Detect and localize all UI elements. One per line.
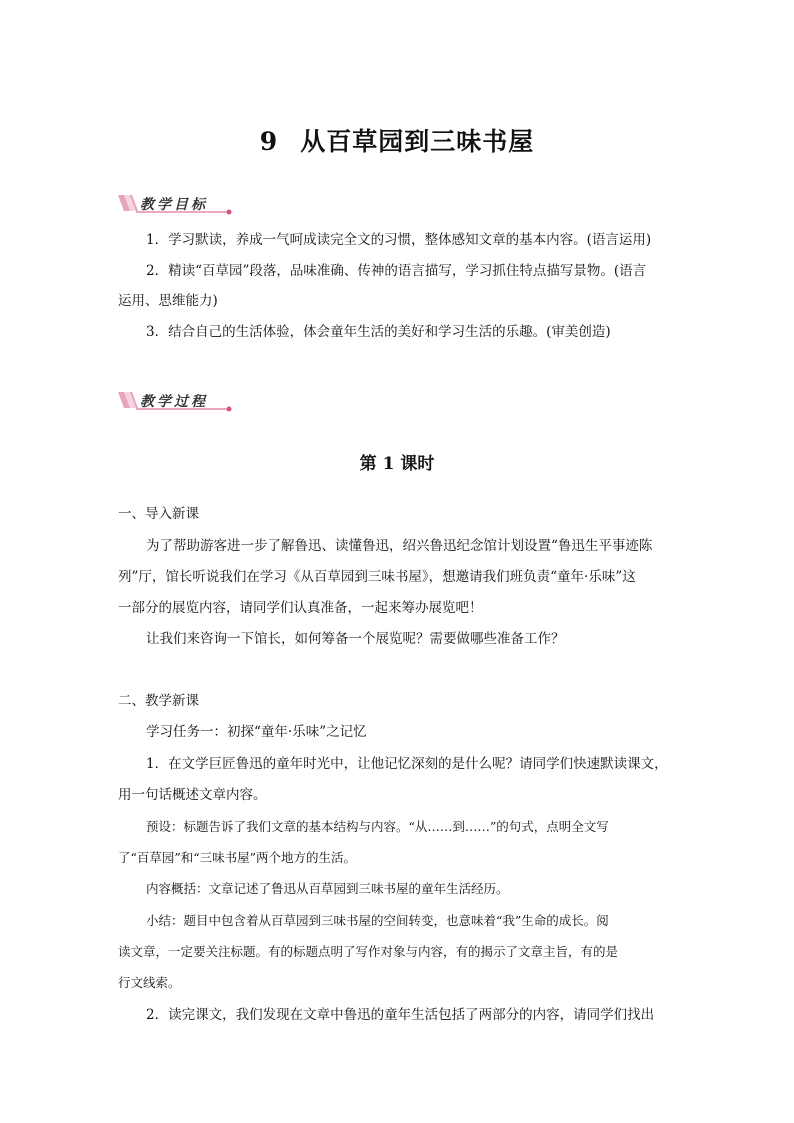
preset-line-1: 预设：标题告诉了我们文章的基本结构与内容。“从……到……”的句式，点明全文写	[146, 819, 609, 834]
part2-heading: 二、教学新课	[118, 693, 199, 709]
task-1: 学习任务一：初探“童年·乐味”之记忆	[146, 724, 367, 740]
page-title	[0, 122, 794, 158]
preset-line-2: 了“百草园”和“三味书屋”两个地方的生活。	[118, 850, 357, 865]
lesson-period-title: 第 1 课时	[359, 454, 435, 474]
intro-line-3: 一部分的展览内容，请同学们认真准备，一起来筹办展览吧！	[118, 600, 483, 616]
question-2: 2．读完课文，我们发现在文章中鲁迅的童年生活包括了两部分的内容，请同学们找出	[146, 1007, 655, 1023]
lesson-title-text: 从百草园到三味书屋	[300, 127, 535, 156]
conclusion-line-2: 读文章，一定要关注标题。有的标题点明了写作对象与内容，有的揭示了文章主旨，有的是	[118, 944, 619, 959]
lesson-number: 9	[259, 127, 279, 156]
section-tag-process	[118, 390, 234, 414]
goal-2: 2．精读“百草园”段落，品味准确、传神的语言描写，学习抓住特点描写景物。(语言	[146, 263, 647, 279]
section-tag-goals	[118, 193, 234, 217]
content-summary: 内容概括：文章记述了鲁迅从百草园到三味书屋的童年生活经历。	[146, 881, 509, 896]
section-label: 教学过程	[140, 394, 208, 410]
part1-heading: 一、导入新课	[118, 506, 199, 522]
goal-1: 1．学习默读，养成一气呵成读完全文的习惯，整体感知文章的基本内容。(语言运用)	[146, 232, 652, 248]
intro-line-4: 让我们来咨询一下馆长，如何筹备一个展览呢？需要做哪些准备工作？	[146, 631, 565, 647]
goal-2-cont: 运用、思维能力)	[118, 293, 218, 309]
section-label: 教学目标	[140, 197, 208, 213]
goal-3: 3．结合自己的生活体验，体会童年生活的美好和学习生活的乐趣。(审美创造)	[146, 324, 611, 340]
conclusion-line-1: 小结：题目中包含着从百草园到三味书屋的空间转变，也意味着“我”生命的成长。阅	[146, 913, 609, 928]
conclusion-line-3: 行文线索。	[118, 975, 181, 990]
intro-line-1: 为了帮助游客进一步了解鲁迅、读懂鲁迅，绍兴鲁迅纪念馆计划设置“鲁迅生平事迹陈	[146, 538, 653, 554]
intro-line-2: 列”厅，馆长听说我们在学习《从百草园到三味书屋》，想邀请我们班负责“童年·乐味”这	[118, 569, 636, 585]
question-1-line-1: 1．在文学巨匠鲁迅的童年时光中，让他记忆深刻的是什么呢？请同学们快速默读课文，	[146, 756, 668, 772]
question-1-line-2: 用一句话概述文章内容。	[118, 787, 267, 803]
